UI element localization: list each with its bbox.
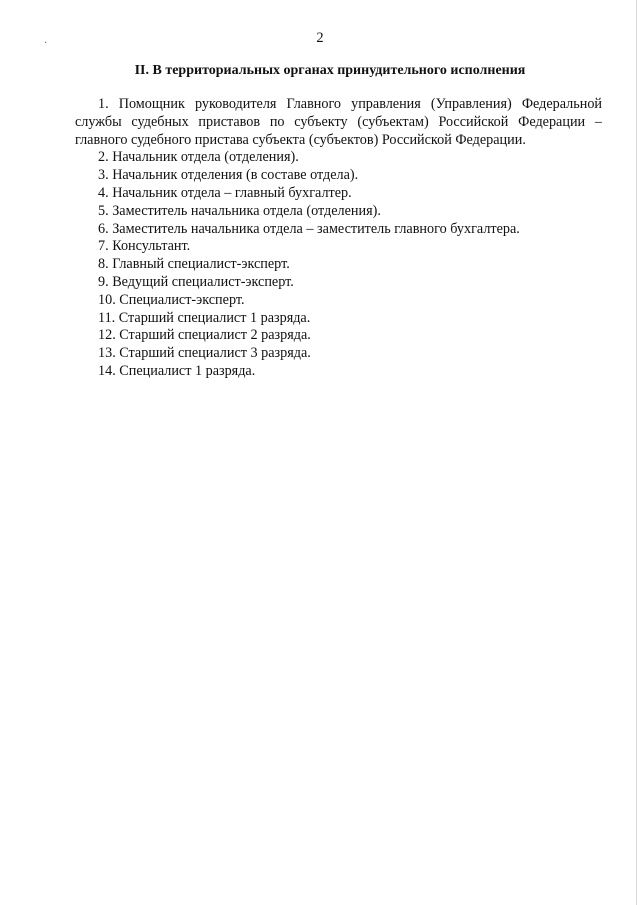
list-item-1: 1. Помощник руководителя Главного управления (Управления) Федеральной службы судебных приставов по субъекту (субъектам) Российской Федерации – главного судебного пристава субъекта (субъектов) Российской Федерации.: [75, 96, 602, 148]
list-item: 12. Старший специалист 2 разряда.: [98, 327, 311, 344]
list-item: 5. Заместитель начальника отдела (отделения).: [98, 202, 381, 219]
scan-speck: ·: [44, 38, 48, 49]
list-item: 9. Ведущий специалист-эксперт.: [98, 273, 294, 290]
section-title: II. В территориальных органах принудительного исполнения: [134, 63, 526, 78]
list-item: 3. Начальник отделения (в составе отдела).: [98, 167, 359, 184]
list-item: 14. Специалист 1 разряда.: [98, 362, 256, 379]
list-item: 6. Заместитель начальника отдела – заместитель главного бухгалтера.: [98, 220, 520, 237]
scan-edge-line: [636, 0, 637, 905]
document-body: [75, 96, 602, 381]
list-item: 13. Старший специалист 3 разряда.: [98, 345, 311, 362]
list-item: 4. Начальник отдела – главный бухгалтер.: [98, 184, 352, 201]
list-item: 10. Специалист-эксперт.: [98, 291, 245, 308]
list-item: 7. Консультант.: [98, 238, 191, 255]
list-item: 8. Главный специалист-эксперт.: [98, 256, 290, 273]
position-list: [75, 149, 602, 380]
list-item: 11. Старший специалист 1 разряда.: [98, 309, 311, 326]
page-number: 2: [316, 30, 324, 46]
list-item: 2. Начальник отдела (отделения).: [98, 149, 299, 166]
